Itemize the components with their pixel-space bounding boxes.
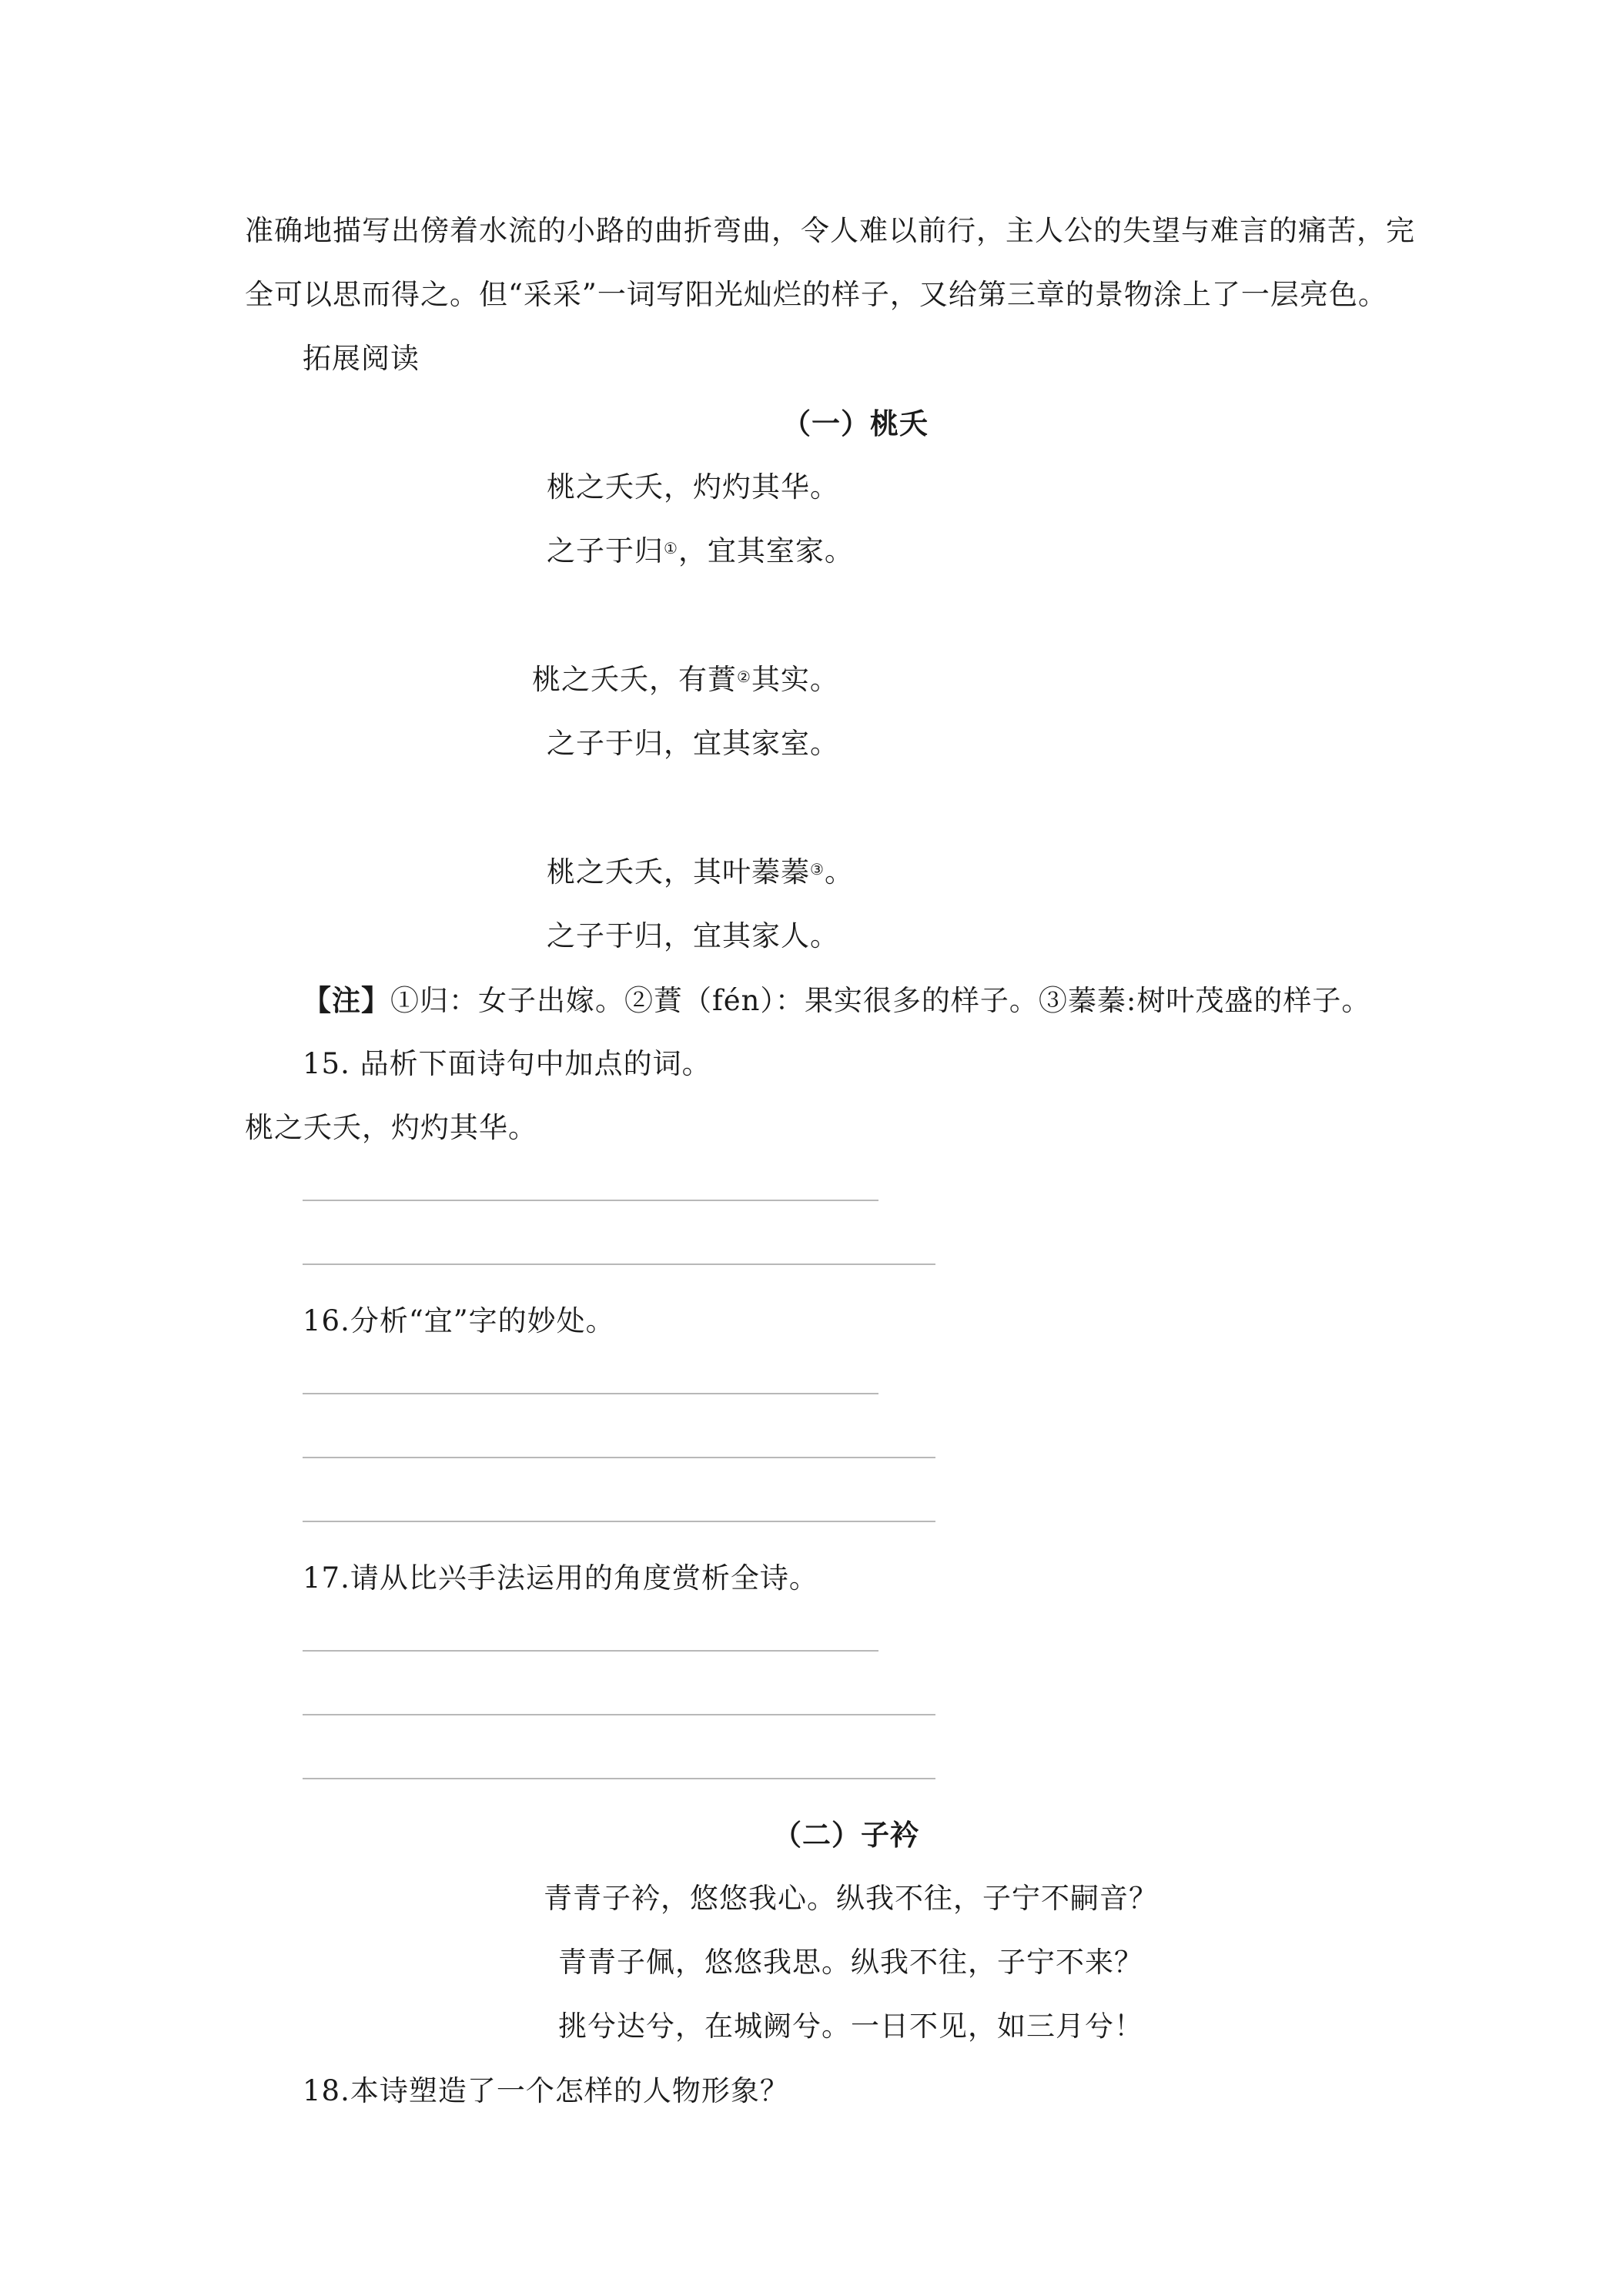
passage-line: 准确地描写出傍着水流的小路的曲折弯曲，令人难以前行，主人公的失望与难言的痛苦，完 xyxy=(245,214,1415,247)
answer-line[interactable] xyxy=(303,1650,878,1652)
question-15: 15. 品析下面诗句中加点的词。 xyxy=(303,1047,711,1080)
answer-line[interactable] xyxy=(303,1457,935,1458)
question-17: 17.请从比兴手法运用的角度赏析全诗。 xyxy=(303,1561,818,1595)
note-text: ①归：女子出嫁。②蕡（fén）：果实很多的样子。③蓁蓁:树叶茂盛的样子。 xyxy=(390,984,1371,1017)
question-18: 18.本诗塑造了一个怎样的人物形象？ xyxy=(303,2074,789,2107)
answer-line[interactable] xyxy=(303,1200,878,1201)
footnote-mark: ① xyxy=(664,539,678,557)
question-16: 16.分析“宜”字的妙处。 xyxy=(303,1304,615,1337)
poem-line: 桃之夭夭，有蕡②其实。 xyxy=(532,663,839,696)
footnote-mark: ② xyxy=(737,668,751,686)
poem-line: 桃之夭夭，灼灼其华。 xyxy=(547,470,839,504)
passage-line: 全可以思而得之。但“采采”一词写阳光灿烂的样子，又给第三章的景物涂上了一层亮色。 xyxy=(245,278,1387,311)
poem-line: 桃之夭夭，其叶蓁蓁③。 xyxy=(547,855,854,889)
answer-line[interactable] xyxy=(303,1521,935,1522)
footnote-mark: ③ xyxy=(810,860,825,879)
poem-line: 青青子衿，悠悠我心。纵我不往，子宁不嗣音？ xyxy=(544,1882,1158,1915)
poem-line: 青青子佩，悠悠我思。纵我不往，子宁不来？ xyxy=(558,1946,1143,1979)
poem-line: 之子于归，宜其家人。 xyxy=(547,919,839,952)
poem-title: （二）子衿 xyxy=(773,1818,919,1852)
question-quote: 桃之夭夭，灼灼其华。 xyxy=(245,1111,537,1144)
section-heading: 拓展阅读 xyxy=(303,342,420,375)
poem-line: 挑兮达兮，在城阙兮。一日不见，如三月兮！ xyxy=(558,2010,1143,2043)
note-label: 【注】 xyxy=(303,983,390,1017)
answer-line[interactable] xyxy=(303,1263,935,1265)
answer-line[interactable] xyxy=(303,1714,935,1715)
poem-line: 之子于归①，宜其室家。 xyxy=(547,534,854,567)
poem-line: 之子于归，宜其家室。 xyxy=(547,727,839,760)
poem-title: （一）桃夭 xyxy=(782,407,929,440)
footnote xyxy=(303,982,1370,1019)
answer-line[interactable] xyxy=(303,1393,878,1394)
answer-line[interactable] xyxy=(303,1778,935,1779)
